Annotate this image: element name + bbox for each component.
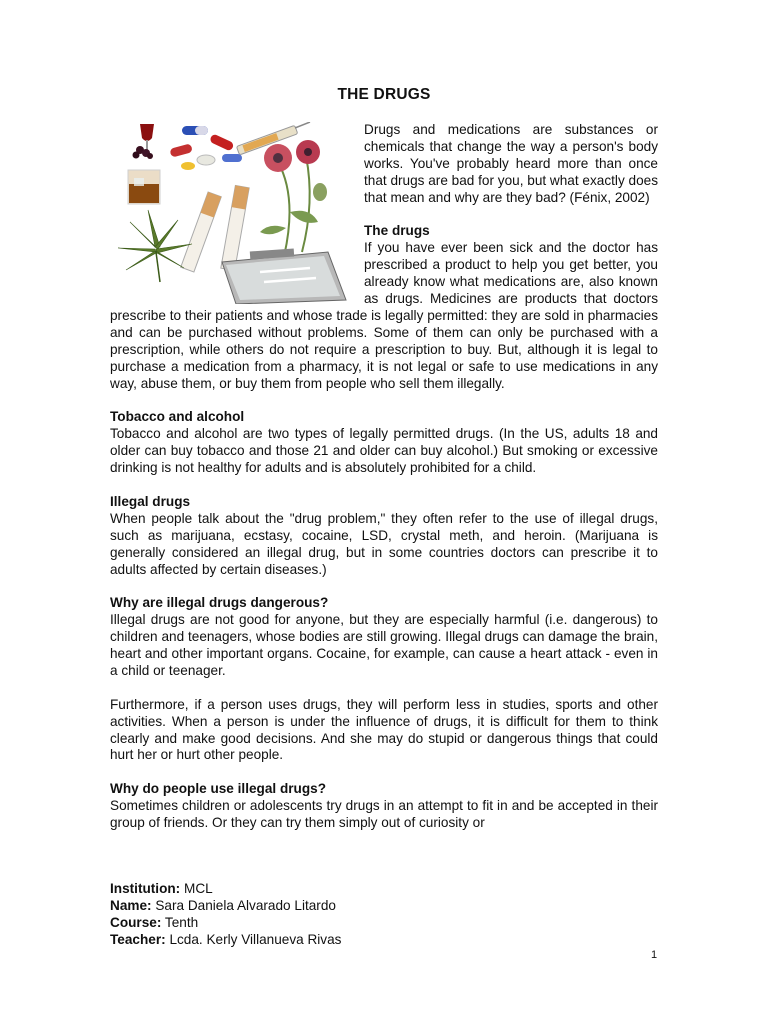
- section-paragraph: Sometimes children or adolescents try drugs in an attempt to fit in and be accepted in their group of friends. Or they can try them simply out of curiosity or: [110, 798, 658, 831]
- teacher-label: Teacher:: [110, 932, 166, 947]
- document-title: THE DRUGS: [337, 86, 431, 103]
- institution-row: [110, 880, 658, 897]
- section-paragraph: If you have ever been sick and the doctor has prescribed a product to help you get better, you already know what medications are, also known as drugs. Medicines are products that doctors prescribe to their patients and whose trade is legally permitted: they are sold in pharmacies and can be purchased without problems. Some of them can only be purchased with a prescription, while others do not require a prescription to buy. But, although it is legal to purchase a medication from a pharmacy, it is not legal or safe to use medications in any way, abuse them, or buy them from people who sell them illegally.: [110, 240, 658, 391]
- section-heading-why-dangerous: Why are illegal drugs dangerous?: [110, 595, 329, 611]
- mirror-tray-icon: [222, 248, 346, 304]
- institution-value: MCL: [184, 881, 213, 896]
- document-body: [110, 122, 658, 832]
- drugs-collage-illustration: [110, 122, 350, 304]
- name-value: Sara Daniela Alvarado Litardo: [155, 898, 336, 913]
- name-row: [110, 897, 658, 914]
- author-info-footer: [110, 880, 658, 948]
- section-heading-why-use: Why do people use illegal drugs?: [110, 781, 327, 797]
- course-row: [110, 914, 658, 931]
- teacher-row: [110, 931, 658, 948]
- pills-icon: [169, 126, 242, 170]
- course-label: Course:: [110, 915, 162, 930]
- name-label: Name:: [110, 898, 152, 913]
- wine-glass-icon: [133, 124, 155, 159]
- intro-paragraph: Drugs and medications are substances or chemicals that change the way a person's body works. You've probably heard more than once that drugs are bad for you, but what exactly does that mean and why are they bad? (Fénix, 2002): [364, 122, 658, 205]
- section-paragraph: Tobacco and alcohol are two types of legally permitted drugs. (In the US, adults 18 and older can buy tobacco and those 21 and older can buy alcohol.) But smoking or excessive drinking is not healthy for adults and is absolutely prohibited for a child.: [110, 426, 658, 476]
- section-paragraph: When people talk about the "drug problem," they often refer to the use of illegal drugs, such as marijuana, ecstasy, cocaine, LSD, crystal meth, and heroin. (Marijuana is generally considered an illegal drug, but in some countries doctors can prescribe it to adults affected by certain diseases.): [110, 510, 658, 577]
- cannabis-leaf-icon: [118, 210, 192, 282]
- teacher-value: Lcda. Kerly Villanueva Rivas: [169, 932, 342, 947]
- whiskey-glass-icon: [128, 170, 160, 204]
- page-number: 1: [651, 949, 658, 961]
- course-value: Tenth: [164, 915, 199, 930]
- section-heading-the-drugs: The drugs: [364, 223, 430, 239]
- section-paragraph: Illegal drugs are not good for anyone, but they are especially harmful (i.e. dangerous) to children and teenagers, whose bodies are still growing. Illegal drugs can damage the brain, heart and other important organs. Cocaine, for example, can cause a heart attack - even in a child or teenager.: [110, 612, 658, 678]
- section-paragraph: Furthermore, if a person uses drugs, they will perform less in studies, sports and other activities. When a person is under the influence of drugs, it is difficult for them to think clearly and make good decisions. And she may do stupid or dangerous things that could hurt her or hurt other people.: [110, 696, 658, 763]
- drugs-collage-icon: [110, 122, 350, 304]
- cigarettes-icon: [181, 185, 249, 272]
- section-heading-illegal-drugs: Illegal drugs: [110, 493, 191, 509]
- institution-label: Institution:: [110, 881, 181, 896]
- section-heading-tobacco-and-alcohol: Tobacco and alcohol: [110, 409, 245, 425]
